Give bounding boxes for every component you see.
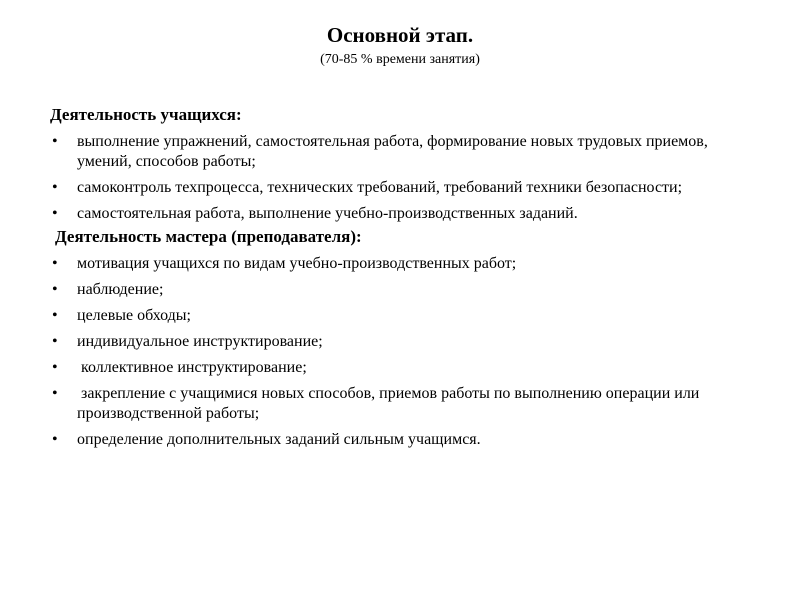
list-item-text: наблюдение; <box>77 281 164 298</box>
list-item <box>50 204 750 224</box>
student-activities-list <box>50 132 750 224</box>
list-item <box>50 384 750 424</box>
teacher-activities-list <box>50 254 750 450</box>
bullet-icon: • <box>52 179 58 196</box>
list-item-text: самоконтроль техпроцесса, технических требований, требований техники безопасности; <box>77 179 683 196</box>
bullet-icon: • <box>52 281 58 298</box>
list-item-text: индивидуальное инструктирование; <box>77 333 323 350</box>
bullet-icon: • <box>52 385 58 402</box>
list-item <box>50 280 750 300</box>
list-item-text: самостоятельная работа, выполнение учебно-производственных заданий. <box>77 205 578 222</box>
section-heading-teacher: Деятельность мастера (преподавателя): <box>55 227 362 246</box>
bullet-icon: • <box>52 133 58 150</box>
list-item-text: мотивация учащихся по видам учебно-производственных работ; <box>77 255 517 272</box>
slide-subtitle: (70-85 % времени занятия) <box>320 52 480 67</box>
list-item <box>50 332 750 352</box>
bullet-icon: • <box>52 205 58 222</box>
bullet-icon: • <box>52 431 58 448</box>
section-heading-students: Деятельность учащихся: <box>50 105 242 124</box>
bullet-icon: • <box>52 255 58 272</box>
list-item <box>50 358 750 378</box>
list-item <box>50 178 750 198</box>
bullet-icon: • <box>52 359 58 376</box>
list-item-text: коллективное инструктирование; <box>77 359 307 376</box>
list-item <box>50 132 750 172</box>
list-item <box>50 430 750 450</box>
list-item-text: закрепление с учащимися новых способов, приемов работы по выполнению операции или производственной работы; <box>77 385 704 422</box>
list-item-text: целевые обходы; <box>77 307 191 324</box>
list-item <box>50 254 750 274</box>
slide-content <box>50 104 750 450</box>
slide-title: Основной этап. <box>326 23 474 47</box>
bullet-icon: • <box>52 307 58 324</box>
list-item <box>50 306 750 326</box>
bullet-icon: • <box>52 333 58 350</box>
list-item-text: определение дополнительных заданий сильным учащимся. <box>77 431 481 448</box>
list-item-text: выполнение упражнений, самостоятельная работа, формирование новых трудовых приемов, умений, способов работы; <box>77 133 708 170</box>
